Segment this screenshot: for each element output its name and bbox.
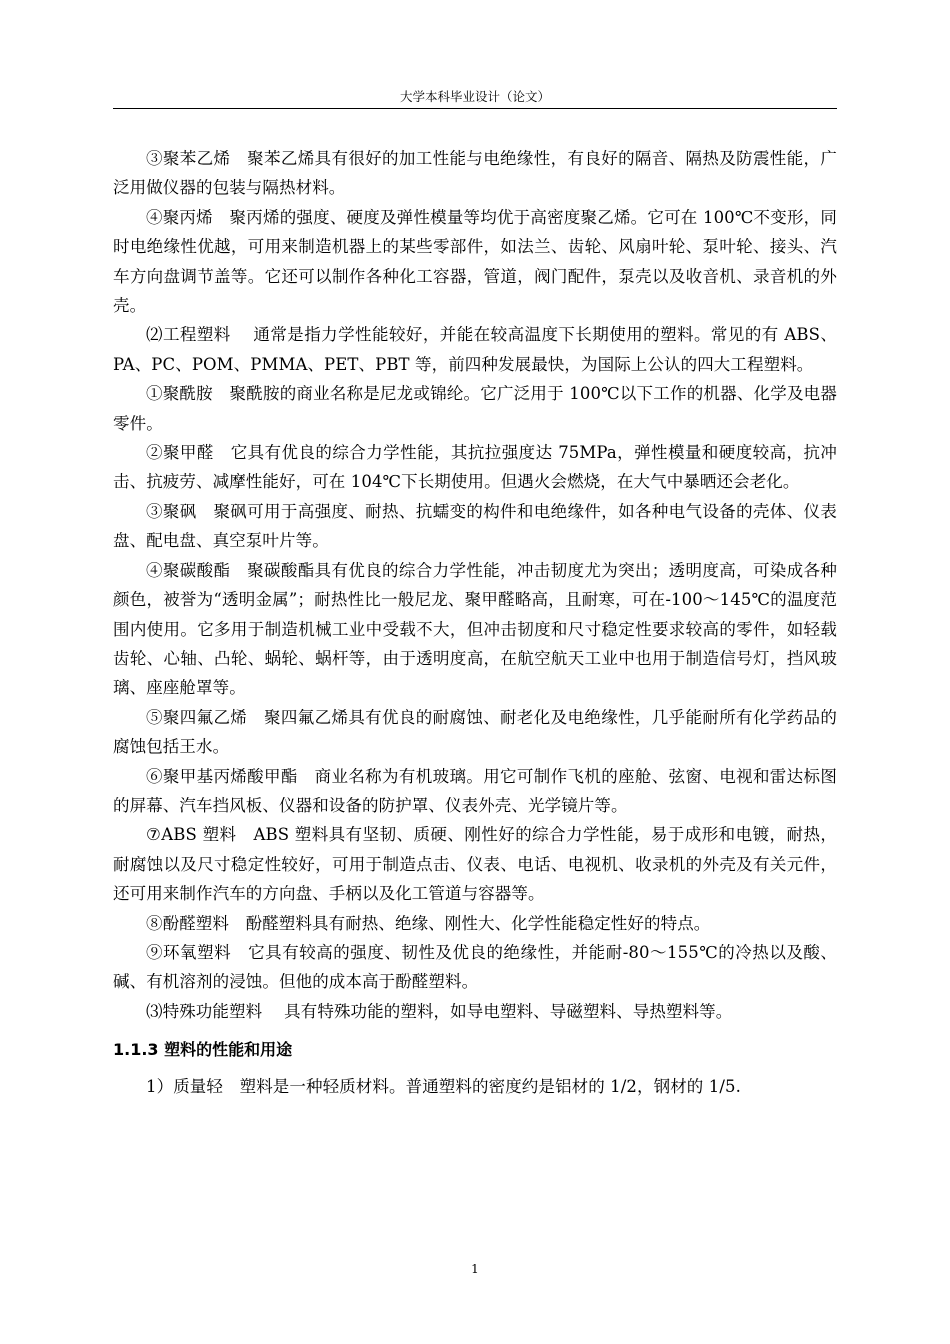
page-body — [113, 144, 837, 1102]
paragraph-phenolic: ⑧酚醛塑料 酚醛塑料具有耐热、绝缘、刚性大、化学性能稳定性好的特点。 — [146, 913, 711, 933]
paragraph-polycarbonate: ④聚碳酸酯 聚碳酸酯具有优良的综合力学性能，冲击韧度尤为突出；透明度高，可染成各种颜色，被誉为“透明金属”；耐热性比一般尼龙、聚甲醛略高，且耐寒，可在-100～145℃的温度范围内使用。它多用于制造机械工业中受载不大，但冲击韧度和尺寸稳定性要求较高的零件，如轻载齿轮、心轴、凸轮、蜗轮、蜗杆等，由于透明度高，在航空航天工业中也用于制造信号灯，挡风玻璃、座座舱罩等。 — [113, 560, 837, 698]
paragraph-polysulfone: ③聚砜 聚砜可用于高强度、耐热、抗蠕变的构件和电绝缘件，如各种电气设备的壳体、仪表盘、配电盘、真空泵叶片等。 — [113, 501, 837, 551]
section-heading: 1.1.3 塑料的性能和用途 — [113, 1040, 293, 1060]
paragraph-polystyrene: ③聚苯乙烯 聚苯乙烯具有很好的加工性能与电绝缘性，有良好的隔音、隔热及防震性能，广泛用做仪器的包装与隔热材料。 — [113, 149, 837, 198]
paragraph-abs: ⑦ABS 塑料 ABS 塑料具有坚韧、质硬、刚性好的综合力学性能，易于成形和电镀，耐热，耐腐蚀以及尺寸稳定性较好，可用于制造点击、仪表、电话、电视机、收录机的外壳及有关元件，还可用来制作汽车的方向盘、手柄以及化工管道与容器等。 — [113, 825, 837, 904]
page-header: 大学本科毕业设计（论文） — [113, 88, 837, 109]
paragraph-ptfe: ⑤聚四氟乙烯 聚四氟乙烯具有优良的耐腐蚀、耐老化及电绝缘性，几乎能耐所有化学药品的腐蚀包括王水。 — [113, 707, 837, 757]
paragraph-light-weight: 1）质量轻 塑料是一种轻质材料。普通塑料的密度约是铝材的 1/2，钢材的 1/5. — [146, 1077, 741, 1097]
paragraph-pmma: ⑥聚甲基丙烯酸甲酯 商业名称为有机玻璃。用它可制作飞机的座舱、弦窗、电视和雷达标图的屏幕、汽车挡风板、仪器和设备的防护罩、仪表外壳、光学镜片等。 — [113, 766, 837, 815]
paragraph-polypropylene: ④聚丙烯 聚丙烯的强度、硬度及弹性模量等均优于高密度聚乙烯。它可在 100℃不变形，同时电绝缘性优越，可用来制造机器上的某些零部件，如法兰、齿轮、风扇叶轮、泵叶轮、接头、汽车方向盘调节盖等。它还可以制作各种化工容器，管道，阀门配件，泵壳以及收音机、录音机的外壳。 — [113, 207, 837, 316]
paragraph-polyoxymethylene: ②聚甲醛 它具有优良的综合力学性能，其抗拉强度达 75MPa，弹性模量和硬度较高，抗冲击、抗疲劳、减摩性能好，可在 104℃下长期使用。但遇火会燃烧，在大气中暴晒还会老化。 — [113, 443, 837, 492]
paragraph-epoxy: ⑨环氧塑料 它具有较高的强度、韧性及优良的绝缘性，并能耐-80～155℃的冷热以及酸、碱、有机溶剂的浸蚀。但他的成本高于酚醛塑料。 — [113, 942, 837, 992]
paragraph-engineering-plastics: ⑵工程塑料 通常是指力学性能较好，并能在较高温度下长期使用的塑料。常见的有 ABS、PA、PC、POM、PMMA、PET、PBT 等，前四种发展最快，为国际上公认的四大工程塑料。 — [113, 325, 837, 374]
paragraph-special-function-plastics: ⑶特殊功能塑料 具有特殊功能的塑料，如导电塑料、导磁塑料、导热塑料等。 — [146, 1001, 733, 1021]
paragraph-polyamide: ①聚酰胺 聚酰胺的商业名称是尼龙或锦纶。它广泛用于 100℃以下工作的机器、化学及电器零件。 — [113, 384, 837, 433]
page-number: 1 — [471, 1262, 479, 1276]
